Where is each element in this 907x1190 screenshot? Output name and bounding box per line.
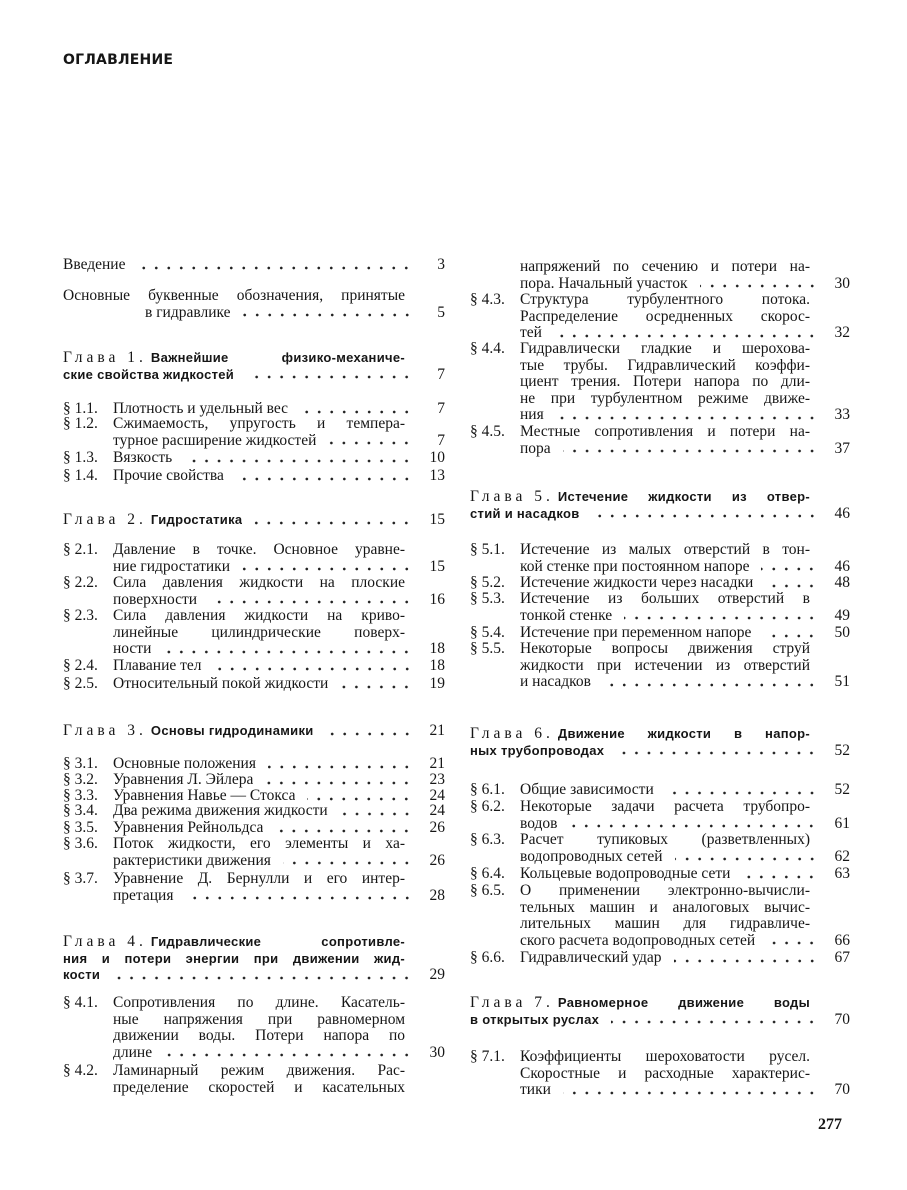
dot-leader <box>742 869 818 879</box>
dot-leader <box>563 1085 818 1095</box>
page-ref[interactable]: 70 <box>834 1010 850 1028</box>
entry-title: Структура турбулентного потока. <box>520 291 810 308</box>
page-ref[interactable]: 29 <box>429 966 445 984</box>
entry-title: поверхности <box>113 590 198 608</box>
page-ref[interactable]: 21 <box>429 722 445 739</box>
toc-entry-line <box>470 657 850 674</box>
entry-title: тей <box>520 324 542 342</box>
page-ref[interactable]: 33 <box>834 406 850 424</box>
page-number: 277 <box>818 1116 842 1133</box>
dot-leader <box>592 508 818 518</box>
dot-leader <box>700 278 818 288</box>
entry-title: Гидравлически гладкие и шерохова- <box>520 340 810 357</box>
entry-title: рактеристики движения <box>113 851 271 869</box>
section-number: § 1.2. <box>63 415 98 432</box>
dot-leader <box>556 410 818 420</box>
entry-title: Основные буквенные обозначения, принятые <box>63 287 405 304</box>
entry-title: тельных машин и аналоговых вычис- <box>520 898 810 916</box>
toc-entry-line <box>470 781 850 798</box>
section-number: § 5.3. <box>470 590 505 607</box>
dot-leader <box>236 471 413 481</box>
entry-title: Гидравлический удар <box>520 949 662 966</box>
entry-title: Скоростные и расходные характерис- <box>520 1064 810 1082</box>
entry-title: Плотность и удельный вес <box>113 400 289 417</box>
entry-title: стий и насадков <box>470 505 580 521</box>
page-ref[interactable]: 15 <box>429 557 445 575</box>
page-ref[interactable]: 61 <box>834 814 850 832</box>
toc-entry-line <box>63 966 445 983</box>
section-number: § 6.4. <box>470 865 505 882</box>
toc-entry-line <box>63 1079 445 1096</box>
page-ref[interactable]: 7 <box>437 431 445 449</box>
chapter-label: Глава 7. <box>470 994 554 1011</box>
dot-leader <box>283 855 413 865</box>
section-number: § 7.1. <box>470 1048 505 1065</box>
page-ref[interactable]: 26 <box>429 819 445 836</box>
page-ref[interactable]: 46 <box>834 504 850 522</box>
page-ref[interactable]: 24 <box>429 787 445 804</box>
dot-leader <box>674 953 818 963</box>
toc-entry-line <box>63 558 445 575</box>
toc-entry-line <box>63 887 445 904</box>
entry-title: ские свойства жидкостей <box>63 366 235 382</box>
toc-entry-line <box>63 1044 445 1061</box>
entry-title: Ламинарный режим движения. Рас- <box>113 1062 405 1079</box>
entry-title: Гидростатика <box>150 512 243 527</box>
section-number: § 4.4. <box>470 340 505 357</box>
toc-entry-line <box>470 882 850 899</box>
dot-leader <box>246 369 413 379</box>
dot-leader <box>243 307 413 317</box>
toc-entry-line <box>470 673 850 690</box>
section-number: § 1.4. <box>63 467 98 484</box>
entry-title: в открытых руслах <box>470 1011 600 1027</box>
entry-title: Сила давления жидкости на криво- <box>113 607 405 624</box>
section-number: § 4.2. <box>63 1062 98 1079</box>
toc-entry-line <box>470 1081 850 1098</box>
section-number: § 6.1. <box>470 781 505 798</box>
toc-entry-line <box>470 440 850 457</box>
page-ref[interactable]: 63 <box>834 865 850 882</box>
toc-entry-line <box>470 1048 850 1065</box>
entry-title: Местные сопротивления и потери на- <box>520 423 810 440</box>
toc-entry-line <box>63 640 445 657</box>
entry-title: Относительный покой жидкости <box>113 675 329 692</box>
dot-leader <box>675 851 818 861</box>
toc-entry-line <box>470 590 850 607</box>
page-ref[interactable]: 26 <box>429 851 445 869</box>
section-number: § 4.5. <box>470 423 505 440</box>
entry-title: жидкости при истечении из отверстий <box>520 656 810 674</box>
entry-title: Расчет тупиковых (разветвленных) <box>520 831 810 848</box>
chapter-label: Глава 2. <box>63 511 147 528</box>
page-ref[interactable]: 10 <box>429 449 445 466</box>
page-ref[interactable]: 62 <box>834 847 850 865</box>
chapter-label: Глава 1. <box>63 349 147 366</box>
entry-title: движении воды. Потери напора по <box>113 1027 405 1045</box>
dot-leader <box>186 890 414 900</box>
page-ref[interactable]: 66 <box>834 931 850 949</box>
entry-title: Основы гидродинамики <box>150 723 314 738</box>
toc-entry-line <box>470 258 850 275</box>
toc-entry-line <box>470 324 850 341</box>
toc-entry-line <box>63 467 445 484</box>
page-ref[interactable]: 32 <box>834 324 850 342</box>
dot-leader <box>265 775 413 785</box>
entry-title: претация <box>113 886 174 904</box>
entry-title: Два режима движения жидкости <box>113 802 328 819</box>
toc-entry-line <box>470 308 850 325</box>
page-ref[interactable]: 30 <box>429 1043 445 1061</box>
toc-entry-line <box>470 574 850 591</box>
toc-entry-line <box>63 933 445 950</box>
toc-entry-line <box>63 852 445 869</box>
chapter-label: Глава 5. <box>470 488 554 505</box>
toc-entry-line <box>63 304 445 321</box>
entry-title: ния <box>520 406 544 424</box>
entry-title: Введение <box>63 256 126 273</box>
dot-leader <box>569 818 818 828</box>
entry-title: Истечение из малых отверстий в тон- <box>520 541 810 558</box>
toc-entry-line <box>470 423 850 440</box>
entry-title: О применении электронно-вычисли- <box>520 882 810 899</box>
entry-title: Уравнение Д. Бернулли и его интер- <box>113 870 405 887</box>
section-number: § 6.6. <box>470 949 505 966</box>
page-ref[interactable]: 18 <box>429 657 445 674</box>
toc-entry-line <box>63 1062 445 1079</box>
entry-title: ных трубопроводах <box>470 742 605 758</box>
page-ref[interactable]: 52 <box>834 741 850 759</box>
dot-leader <box>763 628 818 638</box>
toc-entry-line <box>63 449 445 466</box>
entry-title: Сопротивления по длине. Касатель- <box>113 994 405 1011</box>
dot-leader <box>666 785 818 795</box>
page-ref[interactable]: 51 <box>834 673 850 691</box>
dot-leader <box>767 935 818 945</box>
toc-entry-line <box>63 432 445 449</box>
entry-title: Важнейшие физико-механиче- <box>150 350 405 365</box>
entry-title: Основные положения <box>113 755 256 772</box>
entry-title: Прочие свойства <box>113 467 224 484</box>
section-number: § 2.1. <box>63 541 98 558</box>
entry-title: Равномерное движение воды <box>557 995 810 1010</box>
entry-title: Истечение жидкости через насадки <box>520 574 754 591</box>
section-number: § 5.5. <box>470 640 505 657</box>
entry-title: кой стенке при постоянном напоре <box>520 557 750 575</box>
toc-entry-line <box>470 994 850 1011</box>
section-number: § 5.2. <box>470 574 505 591</box>
page-ref[interactable]: 28 <box>429 886 445 904</box>
toc-entry-line <box>470 373 850 390</box>
entry-title: турное расширение жидкостей <box>113 431 317 449</box>
entry-title: Гидравлические сопротивле- <box>150 934 405 949</box>
toc-entry-line <box>63 657 445 674</box>
entry-title: тые трубы. Гидравлический коэффи- <box>520 356 810 374</box>
toc-entry-line <box>470 357 850 374</box>
entry-title: Поток жидкости, его элементы и ха- <box>113 835 405 852</box>
page-ref[interactable]: 52 <box>834 781 850 798</box>
section-number: § 2.5. <box>63 675 98 692</box>
toc-entry-line <box>63 349 445 366</box>
toc-entry-line <box>470 541 850 558</box>
entry-title: Распределение осредненных скорос- <box>520 307 810 325</box>
page-ref[interactable]: 3 <box>437 256 445 273</box>
dot-leader <box>611 1014 818 1024</box>
toc-entry-line <box>470 1065 850 1082</box>
toc-entry-line <box>470 915 850 932</box>
section-number: § 3.6. <box>63 835 98 852</box>
entry-title: напряжений по сечению и потери на- <box>520 258 810 275</box>
entry-title: Истечение жидкости из отвер- <box>557 489 810 504</box>
entry-title: пора. Начальный участок <box>520 274 688 292</box>
page-ref[interactable]: 21 <box>429 755 445 772</box>
section-number: § 2.4. <box>63 657 98 674</box>
dot-leader <box>214 661 413 671</box>
dot-leader <box>300 404 413 414</box>
toc-entry-line <box>63 1027 445 1044</box>
toc-entry-line <box>470 865 850 882</box>
section-number: § 6.5. <box>470 882 505 899</box>
entry-title: и насадков <box>520 673 591 691</box>
toc-entry-line <box>63 256 445 273</box>
toc-entry-line <box>470 488 850 505</box>
section-number: § 5.4. <box>470 624 505 641</box>
entry-title: ные напряжения при равномерном <box>113 1010 405 1028</box>
dot-leader <box>112 970 413 980</box>
dot-leader <box>137 260 413 270</box>
toc-entry-line <box>470 1011 850 1028</box>
page-ref[interactable]: 19 <box>429 675 445 692</box>
section-number: § 3.2. <box>63 771 98 788</box>
dot-leader <box>765 578 818 588</box>
toc-entry-line <box>63 366 445 383</box>
page-ref[interactable]: 15 <box>429 511 445 528</box>
toc-entry-line <box>63 591 445 608</box>
entry-title: не при турбулентном режиме движе- <box>520 389 810 407</box>
dot-leader <box>328 435 413 445</box>
entry-title: Уравнения Л. Эйлера <box>113 771 254 788</box>
toc-entry-line <box>470 624 850 641</box>
dot-leader <box>554 328 818 338</box>
toc-entry-line <box>63 675 445 692</box>
section-number: § 2.3. <box>63 607 98 624</box>
section-number: § 1.3. <box>63 449 98 466</box>
entry-title: тонкой стенке <box>520 606 613 624</box>
entry-title: Сила давления жидкости на плоские <box>113 574 405 591</box>
page-ref[interactable]: 7 <box>437 365 445 383</box>
chapter-label: Глава 3. <box>63 722 147 739</box>
page-ref[interactable]: 48 <box>834 574 850 591</box>
entry-title: Движение жидкости в напор- <box>557 726 810 741</box>
dot-leader <box>242 561 413 571</box>
entry-title: Истечение при переменном напоре <box>520 624 752 641</box>
entry-title: длине <box>113 1043 153 1061</box>
entry-title: лительных машин для гидравличе- <box>520 915 810 933</box>
page-ref[interactable]: 37 <box>834 439 850 457</box>
page-ref[interactable]: 7 <box>437 400 445 417</box>
section-number: § 3.7. <box>63 870 98 887</box>
section-number: § 4.3. <box>470 291 505 308</box>
chapter-label: Глава 6. <box>470 725 554 742</box>
toc-entry-line <box>63 722 445 739</box>
entry-title: Кольцевые водопроводные сети <box>520 865 731 882</box>
entry-title: ние гидростатики <box>113 557 230 575</box>
entry-title: пределение скоростей и касательных <box>113 1078 405 1096</box>
toc-entry-line <box>470 505 850 522</box>
page-ref[interactable]: 18 <box>429 640 445 658</box>
entry-title: в гидравлике <box>145 303 231 321</box>
entry-title: пора <box>520 439 551 457</box>
page-ref[interactable]: 67 <box>834 949 850 966</box>
toc-entry-line <box>63 511 445 528</box>
section-number: § 6.2. <box>470 798 505 815</box>
section-number: § 4.1. <box>63 994 98 1011</box>
entry-title: ности <box>113 640 152 658</box>
section-number: § 3.4. <box>63 802 98 819</box>
entry-title: водов <box>520 814 558 832</box>
entry-title: ского расчета водопроводных сетей <box>520 931 756 949</box>
dot-leader <box>163 644 413 654</box>
dot-leader <box>603 677 818 687</box>
page-ref[interactable]: 24 <box>429 802 445 819</box>
chapter-label: Глава 4. <box>63 933 147 950</box>
toc-entry-line <box>63 541 445 558</box>
section-number: § 2.2. <box>63 574 98 591</box>
entry-title: Вязкость <box>113 449 173 466</box>
dot-leader <box>326 726 413 736</box>
toc-entry-line <box>63 574 445 591</box>
entry-title: Давление в точке. Основное уравне- <box>113 541 405 558</box>
toc-entry-line <box>470 932 850 949</box>
toc-entry-line <box>470 275 850 292</box>
toc-entry-line <box>63 607 445 624</box>
entry-title: Плавание тел <box>113 657 202 674</box>
section-number: § 5.1. <box>470 541 505 558</box>
toc-entry-line <box>63 624 445 641</box>
toc-entry-line <box>470 390 850 407</box>
entry-title: Сжимаемость, упругость и темпера- <box>113 415 405 432</box>
toc-entry-line <box>470 949 850 966</box>
page-ref[interactable]: 49 <box>834 606 850 624</box>
section-number: § 6.3. <box>470 831 505 848</box>
page-ref[interactable]: 30 <box>834 274 850 292</box>
toc-entry-line <box>470 831 850 848</box>
dot-leader <box>616 745 818 755</box>
toc-entry-line <box>63 755 445 772</box>
toc-entry-line <box>470 725 850 742</box>
toc-entry-line <box>63 950 445 967</box>
toc-entry-line <box>63 1011 445 1028</box>
entry-title: Некоторые вопросы движения струй <box>520 640 810 657</box>
section-number: § 3.5. <box>63 819 98 836</box>
page-ref[interactable]: 50 <box>834 624 850 641</box>
page-ref[interactable]: 46 <box>834 557 850 575</box>
toc-entry-line <box>63 415 445 432</box>
entry-title: Уравнения Рейнольдса <box>113 819 264 836</box>
entry-title: Уравнения Навье — Стокса <box>113 787 296 804</box>
entry-title: циент трения. Потери напора по дли- <box>520 373 810 391</box>
dot-leader <box>340 679 413 689</box>
toc-entry-line <box>470 291 850 308</box>
entry-title: кости <box>63 967 101 983</box>
page-ref[interactable]: 16 <box>429 590 445 608</box>
toc-entry-line <box>63 287 445 304</box>
dot-leader <box>275 823 413 833</box>
dot-leader <box>254 515 413 525</box>
dot-leader <box>624 610 818 620</box>
dot-leader <box>164 1047 413 1057</box>
entry-title: линейные цилиндрические поверх- <box>113 623 405 641</box>
toc-entry-line <box>63 994 445 1011</box>
toc-entry-line <box>63 802 445 819</box>
dot-leader <box>340 806 413 816</box>
section-number: § 1.1. <box>63 400 98 417</box>
entry-title: Некоторые задачи расчета трубопро- <box>520 798 810 815</box>
page-ref[interactable]: 13 <box>429 467 445 484</box>
page-ref[interactable]: 5 <box>437 303 445 321</box>
entry-title: водопроводных сетей <box>520 847 663 865</box>
toc-entry-line <box>470 798 850 815</box>
toc-entry-line <box>470 558 850 575</box>
toc-entry-line <box>470 848 850 865</box>
dot-leader <box>184 453 413 463</box>
dot-leader <box>307 791 413 801</box>
dot-leader <box>761 561 818 571</box>
section-number: § 3.1. <box>63 755 98 772</box>
toc-entry-line <box>470 406 850 423</box>
section-number: § 3.3. <box>63 787 98 804</box>
dot-leader <box>268 759 413 769</box>
entry-title: ния и потери энергии при движении жид- <box>63 950 405 966</box>
toc-entry-line <box>63 771 445 788</box>
toc-entry-line <box>470 742 850 759</box>
dot-leader <box>563 443 818 453</box>
toc-entry-line <box>470 340 850 357</box>
entry-title: Истечение из больших отверстий в <box>520 590 810 607</box>
page-title: ОГЛАВЛЕНИЕ <box>63 52 174 68</box>
entry-title: Коэффициенты шероховатости русел. <box>520 1048 810 1065</box>
page-ref[interactable]: 23 <box>429 771 445 788</box>
dot-leader <box>209 594 413 604</box>
toc-entry-line <box>470 815 850 832</box>
page-ref[interactable]: 70 <box>834 1081 850 1099</box>
toc-entry-line <box>470 607 850 624</box>
toc-entry-line <box>470 640 850 657</box>
entry-title: Общие зависимости <box>520 781 654 798</box>
entry-title: тики <box>520 1081 551 1099</box>
toc-entry-line <box>63 835 445 852</box>
toc-entry-line <box>63 870 445 887</box>
toc-entry-line <box>63 819 445 836</box>
toc-entry-line <box>470 899 850 916</box>
